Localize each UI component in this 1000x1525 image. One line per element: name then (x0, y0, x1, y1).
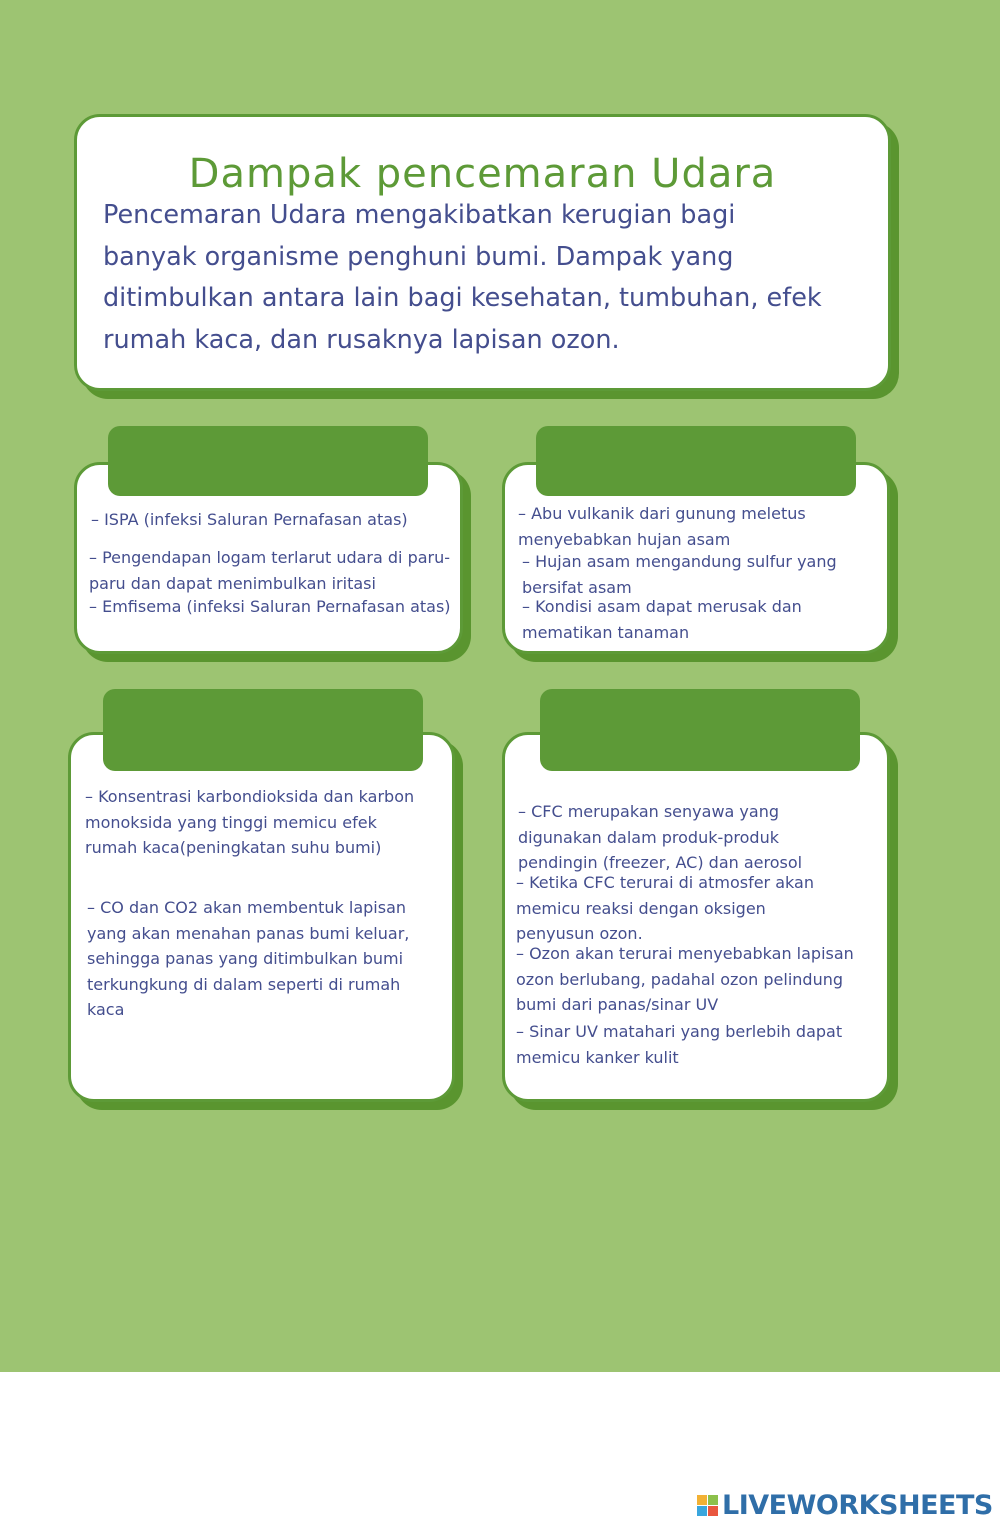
list-item: – Abu vulkanik dari gunung meletus menyebabkan hujan asam (518, 504, 806, 549)
list-item: – Sinar UV matahari yang berlebih dapat memicu kanker kulit (516, 1022, 843, 1067)
logo-text: LIVEWORKSHEETS (722, 1490, 993, 1521)
card-kesehatan-header-tab (108, 426, 428, 496)
liveworksheets-logo[interactable] (697, 1490, 993, 1521)
page-title: Dampak pencemaran Udara (188, 151, 777, 197)
list-item: – CFC merupakan senyawa yang digunakan dalam produk-produk pendingin (freezer, AC) dan aerosol (518, 802, 803, 872)
card-ozon-header-tab (540, 689, 860, 771)
intro-text: Pencemaran Udara mengakibatkan kerugian bagi banyak organisme penghuni bumi. Dampak yang ditimbulkan antara lain bagi kesehatan, tumbuhan, efek rumah kaca, dan rusaknya lapisan ozon. (103, 200, 822, 355)
list-item: – Ozon akan terurai menyebabkan lapisan ozon berlubang, padahal ozon pelindung bumi dari panas/sinar UV (516, 944, 854, 1014)
list-item: – Emfisema (infeksi Saluran Pernafasan atas) (89, 597, 451, 616)
list-item: – Ketika CFC terurai di atmosfer akan memicu reaksi dengan oksigen penyusun ozon. (516, 873, 814, 943)
list-item: – Pengendapan logam terlarut udara di paru-paru dan dapat menimbulkan iritasi (89, 548, 451, 593)
list-item: – CO dan CO2 akan membentuk lapisan yang akan menahan panas bumi keluar, sehingga panas yang ditimbulkan bumi terkungkung di dalam seperti di rumah kaca (87, 898, 410, 1019)
list-item: – Kondisi asam dapat merusak dan mematikan tanaman (522, 597, 802, 642)
card-tumbuhan-header-tab (536, 426, 856, 496)
card-rumah-kaca (68, 732, 455, 1102)
card-ozon (502, 732, 890, 1102)
list-item: – Hujan asam mengandung sulfur yang bersifat asam (522, 552, 837, 597)
card-rumah-kaca-header-tab (103, 689, 423, 771)
list-item: – Konsentrasi karbondioksida dan karbon monoksida yang tinggi memicu efek rumah kaca(peningkatan suhu bumi) (85, 787, 415, 857)
list-item: – ISPA (infeksi Saluran Pernafasan atas) (91, 510, 408, 529)
intro-card (74, 114, 891, 391)
logo-grid-icon (697, 1495, 718, 1516)
